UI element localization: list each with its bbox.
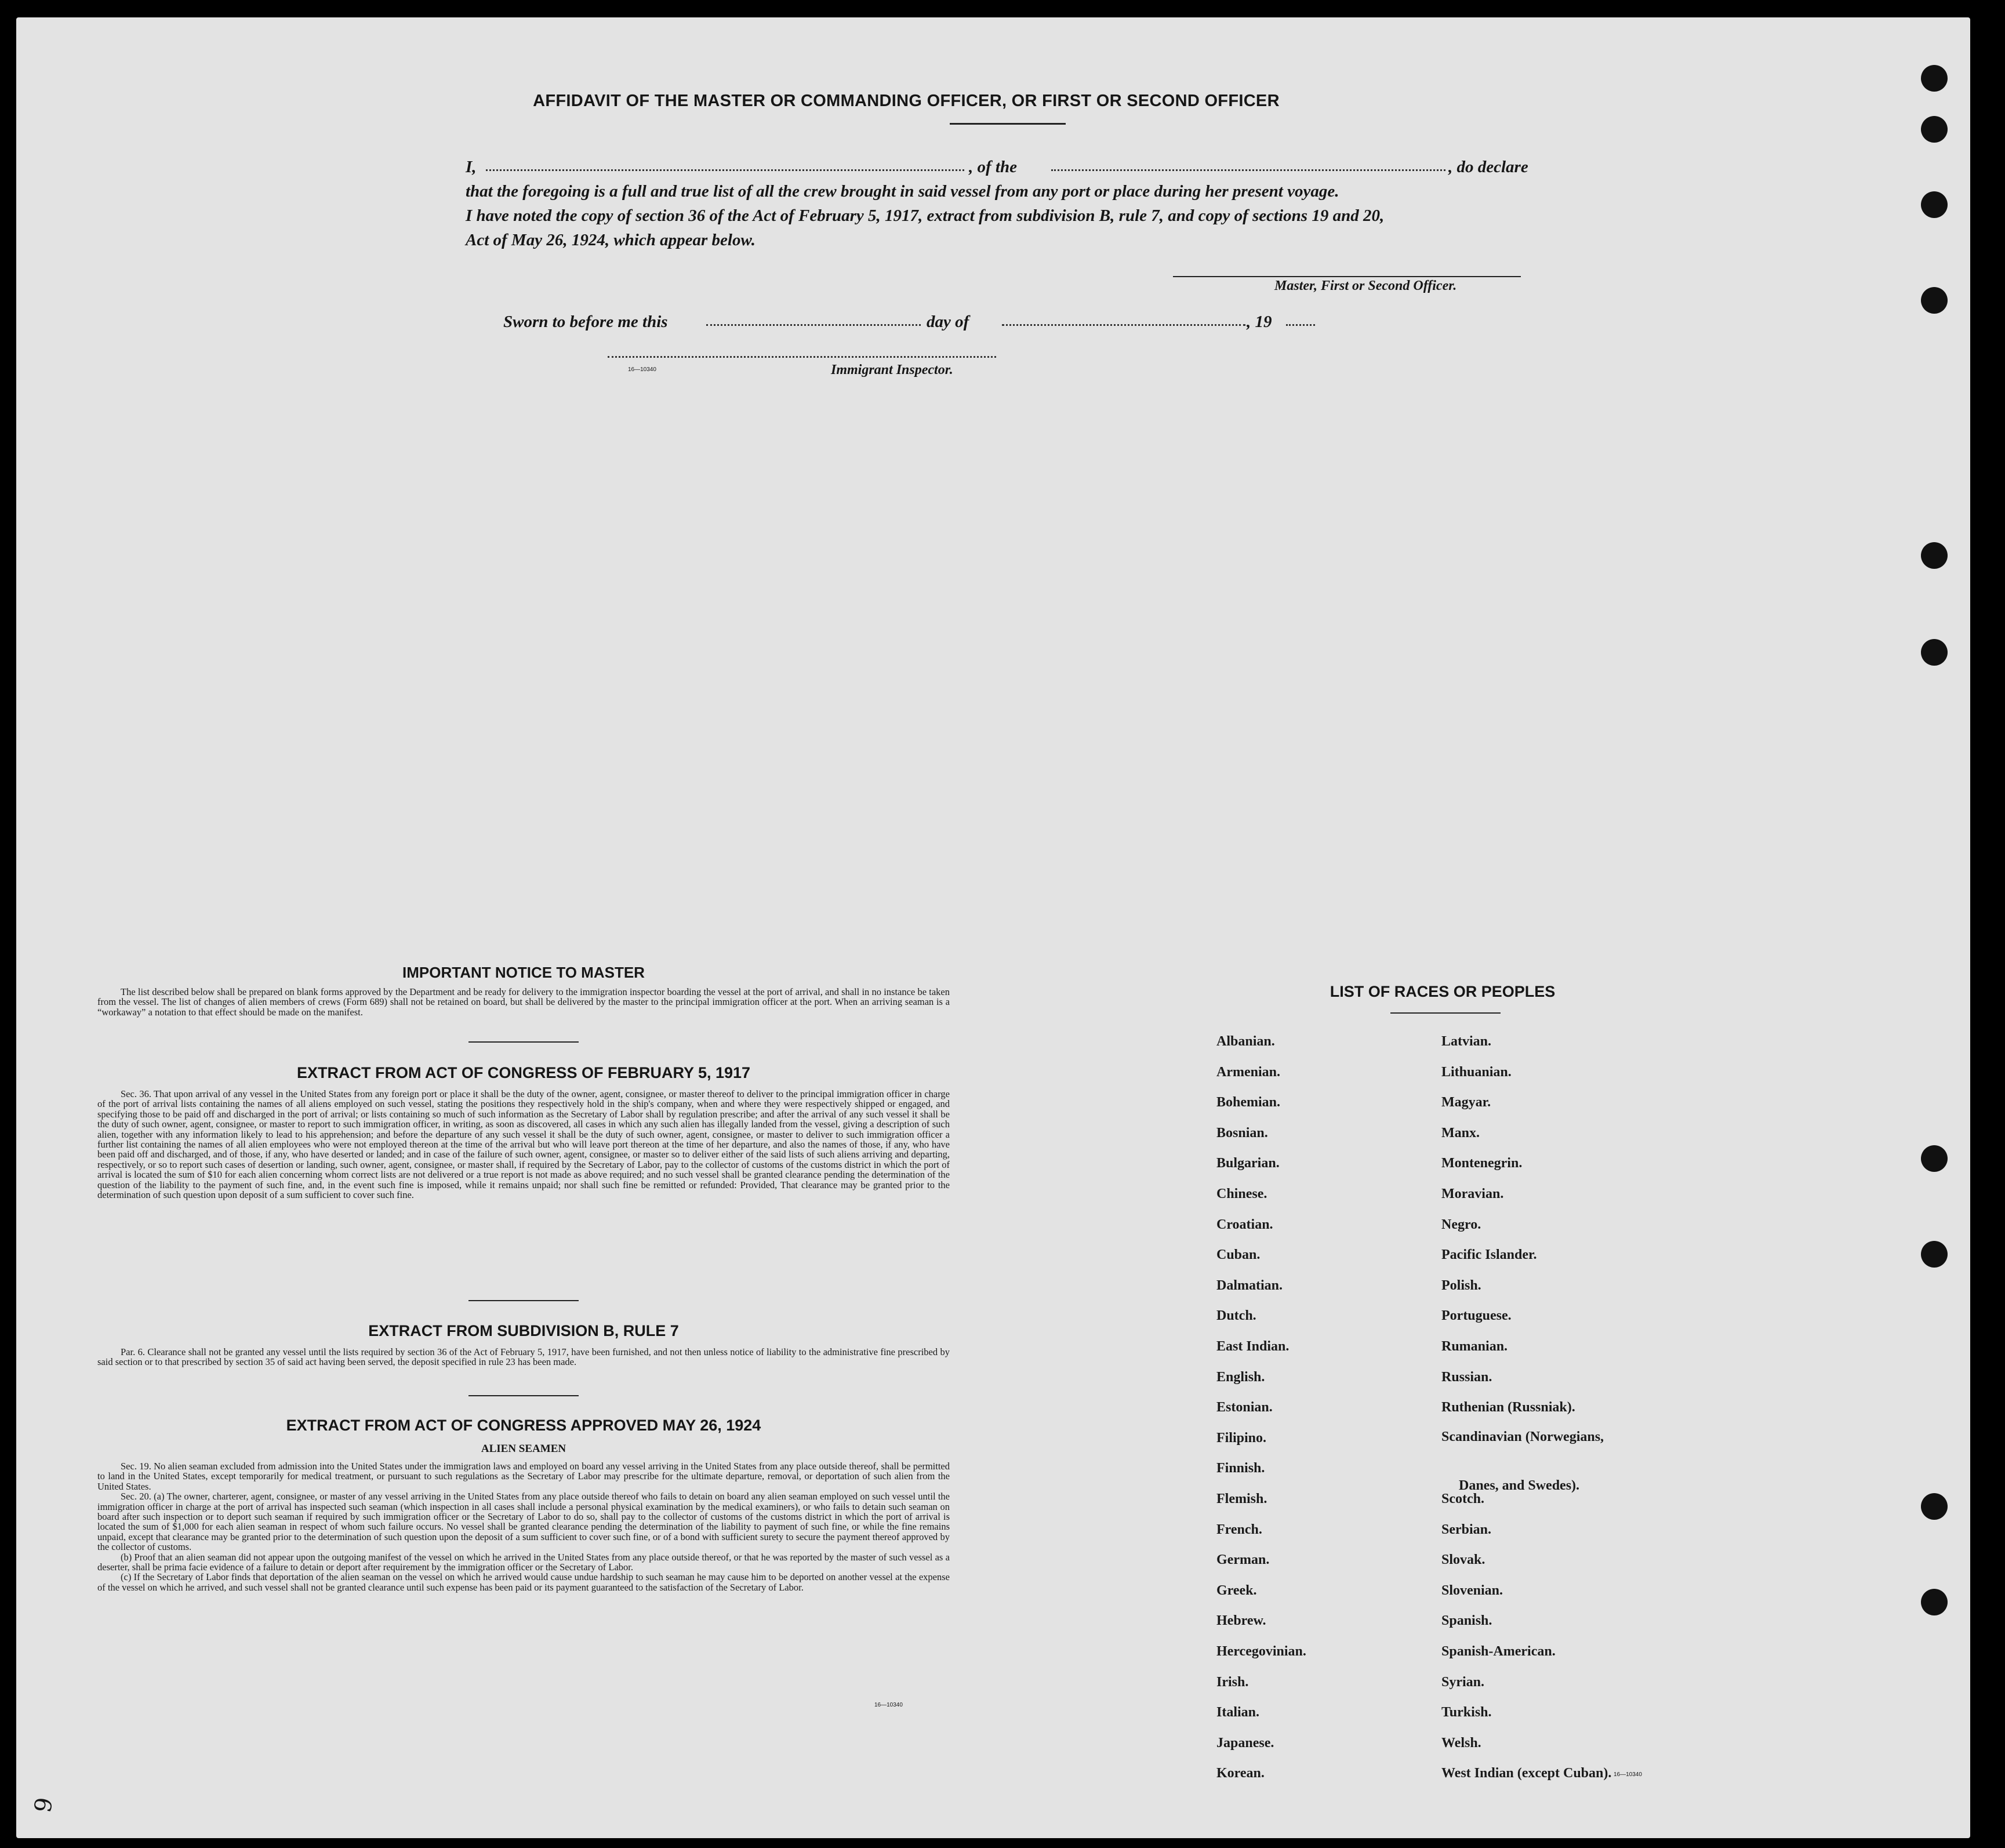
race-item: Greek.: [1216, 1582, 1257, 1598]
race-item: East Indian.: [1216, 1339, 1290, 1354]
race-item: Hebrew.: [1216, 1613, 1266, 1629]
inspector-signature-line[interactable]: [608, 356, 996, 358]
affidavit-line3: I have noted the copy of section 36 of the Act of February 5, 1917, extract from subdivision B, rule 7, and copy of sections 19 and 20,: [466, 206, 1385, 225]
race-item: Bosnian.: [1216, 1125, 1268, 1141]
form-number: 16—10340: [874, 1702, 903, 1708]
race-item: Serbian.: [1441, 1522, 1492, 1537]
race-item: German.: [1216, 1552, 1270, 1568]
text-year: , 19: [1247, 313, 1272, 331]
race-item: Chinese.: [1216, 1186, 1267, 1201]
extract-1924-title: EXTRACT FROM ACT OF CONGRESS APPROVED MAY 26, 1924: [286, 1417, 761, 1434]
section-20a-paragraph: Sec. 20. (a) The owner, charterer, agent, consignee, or master of any vessel arriving in the United States from any place outside thereof who fails to detain on board any alien seaman employed on such vessel until the immigration officer in charge at the port of arrival has inspected such seaman (which inspection in all cases shall include a personal physical examination by the medical examiners), or who fails to detain such seaman on board after such inspection or to deport such seaman if required by such immigration officer or the Secretary of Labor to do so, shall pay to the collector of customs of the customs district in which the port of arrival is located the sum of $1,000 for each alien seaman in respect of whom such failure occurs. No vessel shall be granted clearance pending the determination of the liability to payment of such fine, or while the fine remains unpaid, except that clearance may be granted prior to the determination of such question upon the deposit of a sum sufficient to cover such fine, or of a bond with sufficient surety to secure the payment thereof approved by the collector of customs.: [97, 1491, 950, 1553]
divider: [1390, 1012, 1501, 1014]
race-item: Albanian.: [1216, 1034, 1275, 1049]
inspector-label: Immigrant Inspector.: [831, 362, 953, 377]
race-item: Spanish-American.: [1441, 1644, 1556, 1659]
race-item: Dutch.: [1216, 1308, 1256, 1324]
sworn-day-blank[interactable]: [706, 324, 921, 326]
section-19-paragraph: Sec. 19. No alien seaman excluded from admission into the United States under the immigration laws and employed on board any vessel arriving in the United States from any place outside thereof, shall be permitted to land in the United States, except temporarily for medical treatment, or pursuant to such regulations as the Secretary of Labor may prescribe for the ultimate departure, removal, or deportation of such alien from the United States.: [97, 1461, 950, 1492]
race-item: Bohemian.: [1216, 1095, 1281, 1110]
race-item: Korean.: [1216, 1766, 1265, 1781]
extract-1924-text: [97, 1461, 950, 1592]
race-item: Irish.: [1216, 1674, 1249, 1690]
race-item: Estonian.: [1216, 1400, 1273, 1415]
text-day-of: day of: [927, 313, 969, 331]
notice-text: [97, 987, 950, 1017]
binder-hole: [1921, 542, 1948, 569]
rule7-title: EXTRACT FROM SUBDIVISION B, RULE 7: [368, 1322, 679, 1339]
race-item: Pacific Islander.: [1441, 1247, 1537, 1263]
binder-hole: [1921, 191, 1948, 218]
race-item: Scotch.: [1441, 1491, 1484, 1506]
binder-hole: [1921, 1145, 1948, 1172]
race-item: Flemish.: [1216, 1491, 1267, 1506]
race-item: Cuban.: [1216, 1247, 1261, 1263]
race-item: Spanish.: [1441, 1613, 1492, 1629]
races-title: LIST OF RACES OR PEOPLES: [1330, 983, 1556, 1000]
form-number: 16—10340: [628, 366, 656, 373]
alien-seamen-subtitle: ALIEN SEAMEN: [481, 1443, 566, 1455]
race-item: Filipino.: [1216, 1430, 1267, 1446]
race-item: Magyar.: [1441, 1095, 1491, 1110]
binder-hole: [1921, 1589, 1948, 1615]
race-item: Scandinavian (Norwegians,: [1441, 1429, 1604, 1444]
race-item: Finnish.: [1216, 1461, 1265, 1476]
race-item: Latvian.: [1441, 1034, 1492, 1049]
document-page: [16, 17, 1970, 1838]
race-item: Montenegrin.: [1441, 1156, 1523, 1171]
race-item: English.: [1216, 1369, 1265, 1385]
notice-title: IMPORTANT NOTICE TO MASTER: [402, 964, 645, 981]
master-signature-label: Master, First or Second Officer.: [1274, 278, 1457, 293]
text-sworn: Sworn to before me this: [503, 313, 668, 331]
text-i: I,: [466, 158, 477, 176]
race-item: Negro.: [1441, 1217, 1481, 1232]
sworn-line: [503, 310, 1315, 333]
sworn-month-blank[interactable]: [1002, 324, 1245, 326]
race-item: Lithuanian.: [1441, 1064, 1512, 1080]
binder-hole: [1921, 639, 1948, 666]
binder-hole: [1921, 65, 1948, 92]
race-item: Welsh.: [1441, 1735, 1481, 1751]
race-item: Danes, and Swedes).: [1459, 1478, 1580, 1494]
race-item: West Indian (except Cuban).: [1441, 1766, 1612, 1781]
race-item: Hercegovinian.: [1216, 1644, 1306, 1659]
race-item: Manx.: [1441, 1125, 1480, 1141]
form-number: 16—10340: [1614, 1771, 1642, 1778]
binder-hole: [1921, 287, 1948, 314]
race-item: Armenian.: [1216, 1064, 1280, 1080]
text-of-the: , of the: [969, 158, 1017, 176]
master-signature-line[interactable]: [1173, 276, 1521, 277]
affidavit-line2: that the foregoing is a full and true list of all the crew brought in said vessel from any port or place during her present voyage.: [466, 182, 1339, 201]
race-item: Rumanian.: [1441, 1339, 1508, 1354]
binder-hole: [1921, 116, 1948, 143]
sworn-year-blank[interactable]: [1286, 324, 1315, 326]
affidavit-line1: [466, 155, 1573, 179]
rule7-text: [97, 1347, 950, 1367]
race-item: Dalmatian.: [1216, 1277, 1283, 1293]
divider: [950, 123, 1066, 125]
section-20c-paragraph: (c) If the Secretary of Labor finds that deportation of the alien seaman on the vessel on which he arrived would cause undue hardship to such seaman he may cause him to be deported on another vessel at the expense of the vessel on which he arrived, and such vessel shall not be granted clearance until such expense has been paid or its payment guaranteed to the satisfaction of the Secretary of Labor.: [97, 1571, 950, 1593]
divider: [468, 1300, 579, 1301]
section-36-paragraph: Sec. 36. That upon arrival of any vessel in the United States from any foreign port or place it shall be the duty of the owner, agent, consignee, or master thereof to deliver to the principal immigration officer in charge of the port of arrival lists containing the names of all aliens employed on such vessel, stating the positions they respectively hold in the ship's company, when and where they were respectively shipped or engaged, and specifying those to be paid off and discharged in the port of arrival; or lists containing so much of such information as the Secretary of Labor shall by regulation prescribe; and after the arrival of any such vessel it shall be the duty of such owner, agent, consignee, or master to report to such immigration officer, in writing, as soon as discovered, all cases in which any such alien has illegally landed from the vessel, giving a description of such alien, together with any information likely to lead to his apprehension; and before the departure of any such vessel it shall be the duty of such owner, agent, consignee, or master to deliver to such immigration officer a further list containing the names of all alien employees who were not employed thereon at the time of the arrival but who will leave port thereon at the time of her departure, and also the names of those, if any, who have been paid off and discharged, and of those, if any, who have deserted or landed; and in case of the failure of such owner, agent, consignee, or master so to deliver either of the said lists of such aliens arriving and departing, respectively, or so to report such cases of desertion or landing, such owner, agent, consignee, or master shall, if required by the Secretary of Labor, pay to the collector of customs of the customs district in which the port of arrival is located the sum of $10 for each alien concerning whom correct lists are not delivered or a true report is not made as above required; and no such vessel shall be granted clearance pending the determination of the question of the liability to the payment of such fine, and, in the event such fine is imposed, while it remains unpaid; nor shall such fine be remitted or refunded: Provided, That clearance may be granted prior to the determination of such question upon deposit of a sum sufficient to cover such fine.: [97, 1088, 950, 1201]
notice-paragraph: The list described below shall be prepared on blank forms approved by the Department and be ready for delivery to the immigration inspector boarding the vessel at the port of arrival, and shall in no instance be taken from the vessel. The list of changes of alien members of crews (Form 689) shall not be retained on board, but shall be delivered by the master to the principal immigration officer at the port. When an arriving seaman is a “workaway” a notation to that effect should be made on the manifest.: [97, 986, 950, 1018]
section-20b-paragraph: (b) Proof that an alien seaman did not appear upon the outgoing manifest of the vessel on which he arrived in the United States from any place outside thereof, or that he was reported by the master of such vessel as a deserter, shall be prima facie evidence of a failure to detain or deport after requirement by the immigration officer or the Secretary of Labor.: [97, 1551, 950, 1573]
binder-hole: [1921, 1493, 1948, 1520]
race-item: Turkish.: [1441, 1705, 1492, 1720]
divider: [468, 1395, 579, 1396]
race-item: Polish.: [1441, 1277, 1481, 1293]
name-blank[interactable]: [486, 169, 964, 171]
vessel-blank[interactable]: [1051, 169, 1445, 171]
divider: [468, 1041, 579, 1043]
race-item: French.: [1216, 1522, 1262, 1537]
race-item: Bulgarian.: [1216, 1156, 1280, 1171]
race-item: Portuguese.: [1441, 1308, 1512, 1324]
race-item: Italian.: [1216, 1705, 1260, 1720]
text-do-declare: , do declare: [1448, 158, 1528, 176]
extract-1917-title: EXTRACT FROM ACT OF CONGRESS OF FEBRUARY 5, 1917: [296, 1064, 751, 1081]
race-item: Russian.: [1441, 1369, 1492, 1385]
affidavit-line4: Act of May 26, 1924, which appear below.: [466, 231, 755, 249]
race-item: Syrian.: [1441, 1674, 1485, 1690]
race-item: Slovak.: [1441, 1552, 1485, 1568]
rule7-paragraph: Par. 6. Clearance shall not be granted any vessel until the lists required by section 36 of the Act of February 5, 1917, have been furnished, and not then unless notice of liability to the administrative fine prescribed by said section or to that prescribed by section 35 of said act having been served, the deposit specified in rule 23 has been made.: [97, 1346, 950, 1368]
race-item: Slovenian.: [1441, 1582, 1503, 1598]
extract-1917-text: [97, 1089, 950, 1200]
binder-hole: [1921, 1241, 1948, 1268]
handwritten-page-number: 9: [29, 1795, 59, 1815]
race-item: Moravian.: [1441, 1186, 1504, 1201]
affidavit-title: AFFIDAVIT OF THE MASTER OR COMMANDING OFFICER, OR FIRST OR SECOND OFFICER: [533, 92, 1280, 110]
race-item: Ruthenian (Russniak).: [1441, 1400, 1575, 1415]
race-item: Japanese.: [1216, 1735, 1274, 1751]
race-item: Croatian.: [1216, 1217, 1273, 1232]
